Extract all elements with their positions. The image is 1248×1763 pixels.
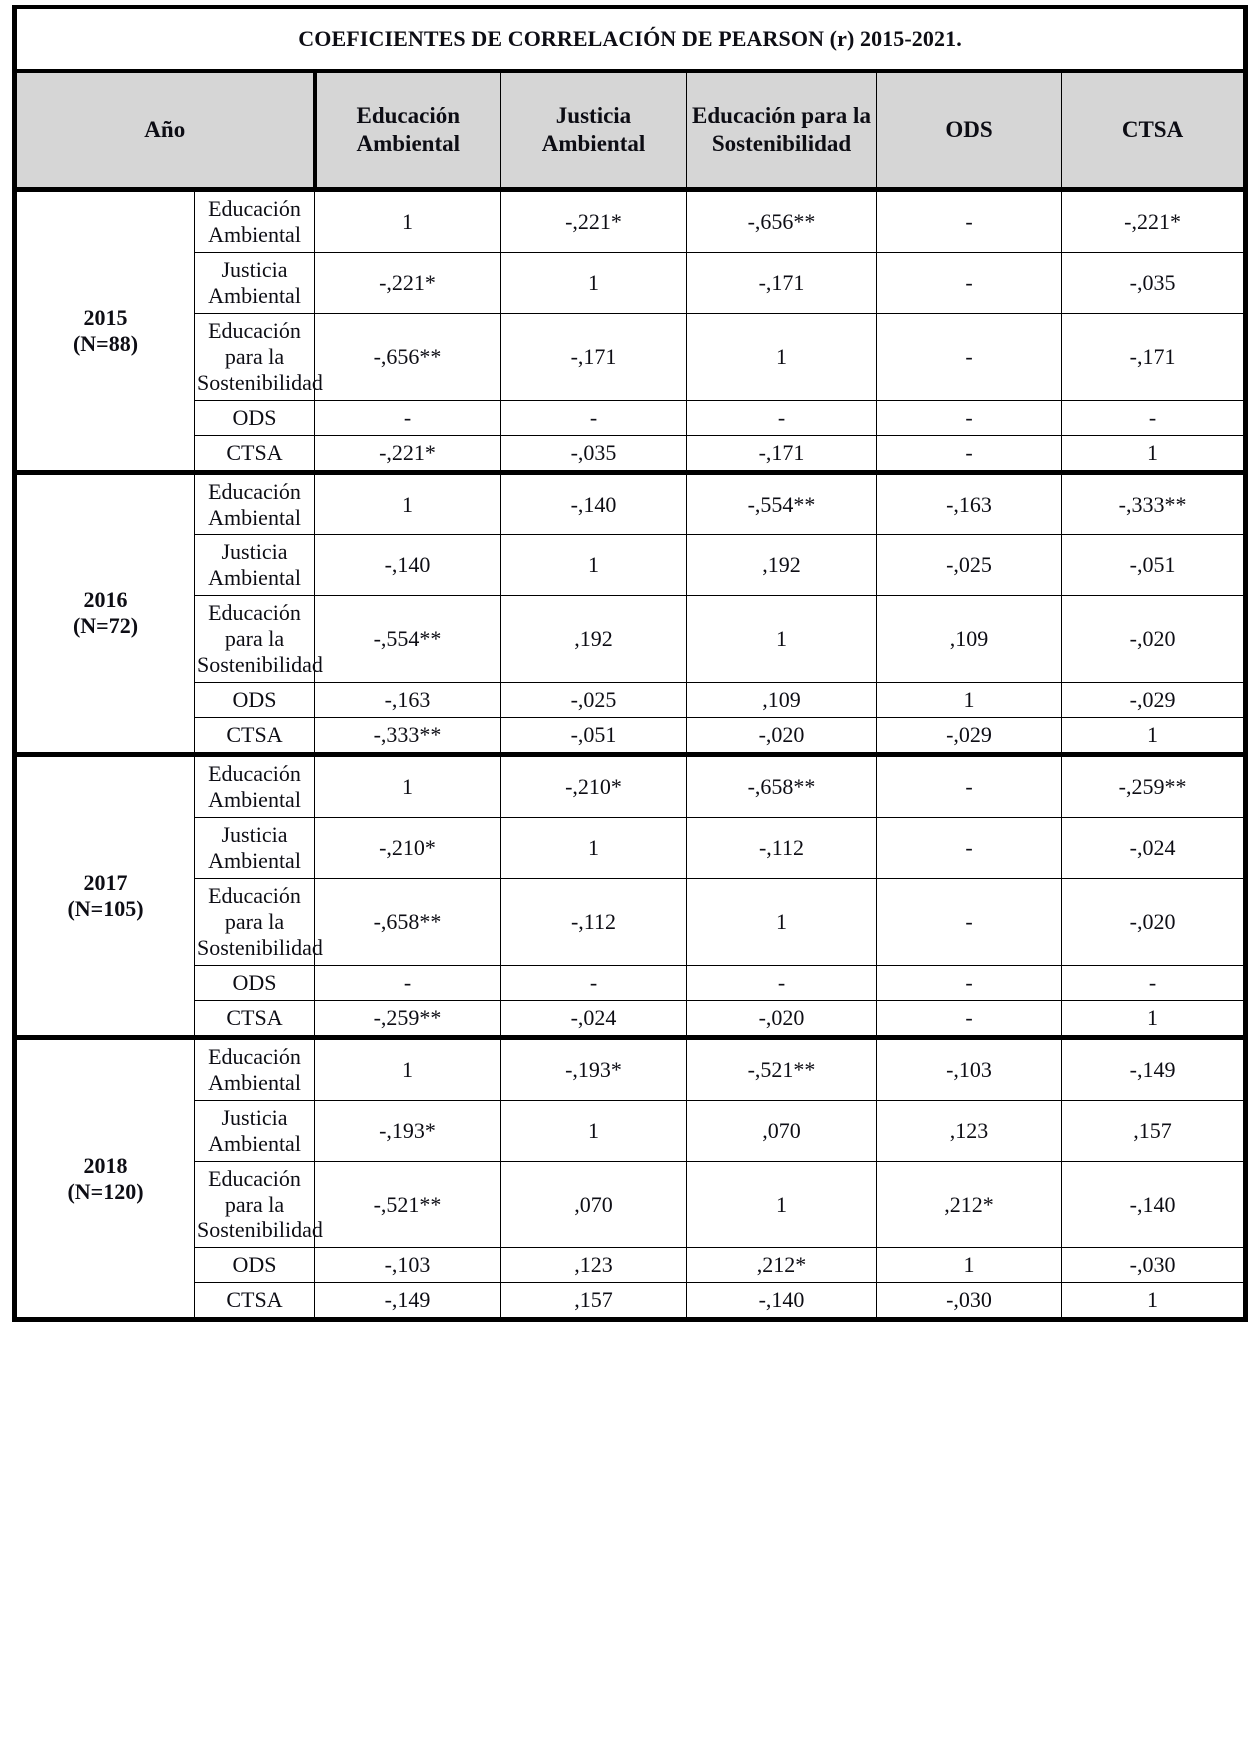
table-row xyxy=(15,252,1246,313)
correlation-value: ,070 xyxy=(687,1100,877,1161)
correlation-value: -,140 xyxy=(687,1283,877,1320)
correlation-value: -,221* xyxy=(315,435,501,472)
correlation-value: -,029 xyxy=(1062,683,1246,718)
table-row xyxy=(15,718,1246,755)
correlation-value: - xyxy=(877,818,1062,879)
header-educacion-ambiental: Educación Ambiental xyxy=(315,71,501,190)
title-row xyxy=(15,7,1246,71)
correlation-value: -,149 xyxy=(1062,1037,1246,1100)
correlation-value: -,020 xyxy=(1062,596,1246,683)
sample-size: (N=88) xyxy=(72,330,139,356)
table-row xyxy=(15,190,1246,253)
correlation-value: 1 xyxy=(1062,435,1246,472)
correlation-value: -,221* xyxy=(501,190,687,253)
table-row xyxy=(15,535,1246,596)
table-row xyxy=(15,1100,1246,1161)
correlation-value: - xyxy=(501,400,687,435)
row-variable-label: Justicia Ambiental xyxy=(195,818,315,879)
correlation-value: -,658** xyxy=(315,878,501,965)
correlation-value: 1 xyxy=(315,1037,501,1100)
pearson-correlation-table xyxy=(12,5,1248,1322)
table-row xyxy=(15,1037,1246,1100)
table-row xyxy=(15,596,1246,683)
correlation-value: -,029 xyxy=(877,718,1062,755)
correlation-value: -,103 xyxy=(877,1037,1062,1100)
row-variable-label: Educación Ambiental xyxy=(195,755,315,818)
table-row xyxy=(15,435,1246,472)
correlation-value: 1 xyxy=(1062,718,1246,755)
row-variable-label: ODS xyxy=(195,683,315,718)
row-variable-label: Justicia Ambiental xyxy=(195,1100,315,1161)
correlation-value: ,157 xyxy=(501,1283,687,1320)
year-group-label xyxy=(15,472,195,755)
correlation-value: ,109 xyxy=(877,596,1062,683)
header-year: Año xyxy=(15,71,315,190)
correlation-value: -,656** xyxy=(687,190,877,253)
correlation-value: -,140 xyxy=(315,535,501,596)
correlation-value: -,193* xyxy=(501,1037,687,1100)
row-variable-label: CTSA xyxy=(195,435,315,472)
correlation-value: - xyxy=(315,400,501,435)
year-group-label xyxy=(15,190,195,473)
correlation-value: ,192 xyxy=(501,596,687,683)
correlation-value: -,521** xyxy=(687,1037,877,1100)
table-row xyxy=(15,400,1246,435)
correlation-value: ,123 xyxy=(501,1248,687,1283)
correlation-value: ,212* xyxy=(877,1161,1062,1248)
correlation-value: -,112 xyxy=(501,878,687,965)
correlation-value: - xyxy=(1062,400,1246,435)
correlation-value: -,521** xyxy=(315,1161,501,1248)
correlation-value: -,149 xyxy=(315,1283,501,1320)
row-variable-label: Educación Ambiental xyxy=(195,190,315,253)
correlation-value: 1 xyxy=(315,755,501,818)
year-value: 2016 xyxy=(83,587,128,613)
correlation-value: -,112 xyxy=(687,818,877,879)
row-variable-label: ODS xyxy=(195,400,315,435)
header-educacion-sostenibilidad: Educación para la Sostenibilidad xyxy=(687,71,877,190)
correlation-value: - xyxy=(877,252,1062,313)
correlation-value: 1 xyxy=(877,683,1062,718)
correlation-value: ,192 xyxy=(687,535,877,596)
correlation-value: -,259** xyxy=(1062,755,1246,818)
correlation-value: 1 xyxy=(877,1248,1062,1283)
correlation-value: 1 xyxy=(1062,1283,1246,1320)
correlation-value: -,020 xyxy=(1062,878,1246,965)
correlation-value: -,024 xyxy=(501,1000,687,1037)
correlation-value: 1 xyxy=(687,1161,877,1248)
correlation-value: -,030 xyxy=(1062,1248,1246,1283)
correlation-value: -,221* xyxy=(315,252,501,313)
correlation-value: -,140 xyxy=(1062,1161,1246,1248)
correlation-value: ,070 xyxy=(501,1161,687,1248)
correlation-value: 1 xyxy=(315,472,501,535)
correlation-value: 1 xyxy=(501,1100,687,1161)
correlation-value: - xyxy=(877,878,1062,965)
header-ods: ODS xyxy=(877,71,1062,190)
correlation-value: -,051 xyxy=(1062,535,1246,596)
correlation-value: - xyxy=(687,400,877,435)
correlation-value: 1 xyxy=(315,190,501,253)
row-variable-label: Educación para la Sostenibilidad xyxy=(195,878,315,965)
table-row xyxy=(15,1000,1246,1037)
correlation-value: -,035 xyxy=(1062,252,1246,313)
row-variable-label: ODS xyxy=(195,965,315,1000)
correlation-value: -,171 xyxy=(1062,313,1246,400)
table-row xyxy=(15,818,1246,879)
correlation-value: -,210* xyxy=(315,818,501,879)
table-row xyxy=(15,683,1246,718)
correlation-value: - xyxy=(1062,965,1246,1000)
row-variable-label: Justicia Ambiental xyxy=(195,535,315,596)
correlation-value: -,333** xyxy=(315,718,501,755)
correlation-value: - xyxy=(877,435,1062,472)
correlation-value: -,103 xyxy=(315,1248,501,1283)
table-row xyxy=(15,965,1246,1000)
correlation-value: ,157 xyxy=(1062,1100,1246,1161)
correlation-value: -,658** xyxy=(687,755,877,818)
table-row xyxy=(15,313,1246,400)
correlation-value: - xyxy=(877,755,1062,818)
correlation-value: -,025 xyxy=(877,535,1062,596)
sample-size: (N=105) xyxy=(67,895,144,921)
correlation-value: -,020 xyxy=(687,1000,877,1037)
correlation-value: -,259** xyxy=(315,1000,501,1037)
table-row xyxy=(15,1161,1246,1248)
correlation-value: - xyxy=(877,1000,1062,1037)
correlation-value: -,025 xyxy=(501,683,687,718)
row-variable-label: Educación para la Sostenibilidad xyxy=(195,1161,315,1248)
year-value: 2017 xyxy=(83,869,128,895)
row-variable-label: Educación Ambiental xyxy=(195,472,315,535)
year-value: 2015 xyxy=(83,304,128,330)
correlation-value: -,171 xyxy=(687,252,877,313)
correlation-value: -,656** xyxy=(315,313,501,400)
table-row xyxy=(15,1283,1246,1320)
correlation-value: 1 xyxy=(687,596,877,683)
correlation-value: -,163 xyxy=(877,472,1062,535)
table-row xyxy=(15,1248,1246,1283)
correlation-value: 1 xyxy=(501,252,687,313)
header-row xyxy=(15,71,1246,190)
sample-size: (N=120) xyxy=(67,1178,144,1204)
correlation-value: -,221* xyxy=(1062,190,1246,253)
correlation-value: -,024 xyxy=(1062,818,1246,879)
table-title: COEFICIENTES DE CORRELACIÓN DE PEARSON (r) 2015-2021. xyxy=(15,7,1246,71)
header-justicia-ambiental: Justicia Ambiental xyxy=(501,71,687,190)
correlation-value: -,020 xyxy=(687,718,877,755)
correlation-value: - xyxy=(877,190,1062,253)
correlation-value: - xyxy=(877,400,1062,435)
row-variable-label: Educación para la Sostenibilidad xyxy=(195,596,315,683)
correlation-value: -,193* xyxy=(315,1100,501,1161)
correlation-value: - xyxy=(687,965,877,1000)
row-variable-label: CTSA xyxy=(195,718,315,755)
correlation-value: ,212* xyxy=(687,1248,877,1283)
table-head xyxy=(15,7,1246,190)
header-ctsa: CTSA xyxy=(1062,71,1246,190)
sample-size: (N=72) xyxy=(72,613,139,639)
correlation-value: 1 xyxy=(501,535,687,596)
correlation-value: 1 xyxy=(501,818,687,879)
table-body xyxy=(15,190,1246,1320)
table-row xyxy=(15,755,1246,818)
row-variable-label: Educación Ambiental xyxy=(195,1037,315,1100)
correlation-value: 1 xyxy=(687,878,877,965)
correlation-value: - xyxy=(501,965,687,1000)
correlation-value: -,171 xyxy=(687,435,877,472)
correlation-value: ,123 xyxy=(877,1100,1062,1161)
correlation-value: -,171 xyxy=(501,313,687,400)
correlation-value: - xyxy=(877,313,1062,400)
table-row xyxy=(15,878,1246,965)
correlation-value: ,109 xyxy=(687,683,877,718)
correlation-value: -,035 xyxy=(501,435,687,472)
row-variable-label: CTSA xyxy=(195,1283,315,1320)
correlation-value: -,163 xyxy=(315,683,501,718)
correlation-value: -,140 xyxy=(501,472,687,535)
correlation-value: -,554** xyxy=(687,472,877,535)
row-variable-label: CTSA xyxy=(195,1000,315,1037)
year-value: 2018 xyxy=(83,1152,128,1178)
correlation-value: - xyxy=(315,965,501,1000)
row-variable-label: Educación para la Sostenibilidad xyxy=(195,313,315,400)
row-variable-label: ODS xyxy=(195,1248,315,1283)
year-group-label xyxy=(15,1037,195,1320)
correlation-value: -,554** xyxy=(315,596,501,683)
year-group-label xyxy=(15,755,195,1038)
row-variable-label: Justicia Ambiental xyxy=(195,252,315,313)
correlation-value: 1 xyxy=(687,313,877,400)
correlation-value: -,051 xyxy=(501,718,687,755)
correlation-value: -,030 xyxy=(877,1283,1062,1320)
correlation-value: - xyxy=(877,965,1062,1000)
correlation-value: -,333** xyxy=(1062,472,1246,535)
table-row xyxy=(15,472,1246,535)
correlation-value: -,210* xyxy=(501,755,687,818)
correlation-value: 1 xyxy=(1062,1000,1246,1037)
